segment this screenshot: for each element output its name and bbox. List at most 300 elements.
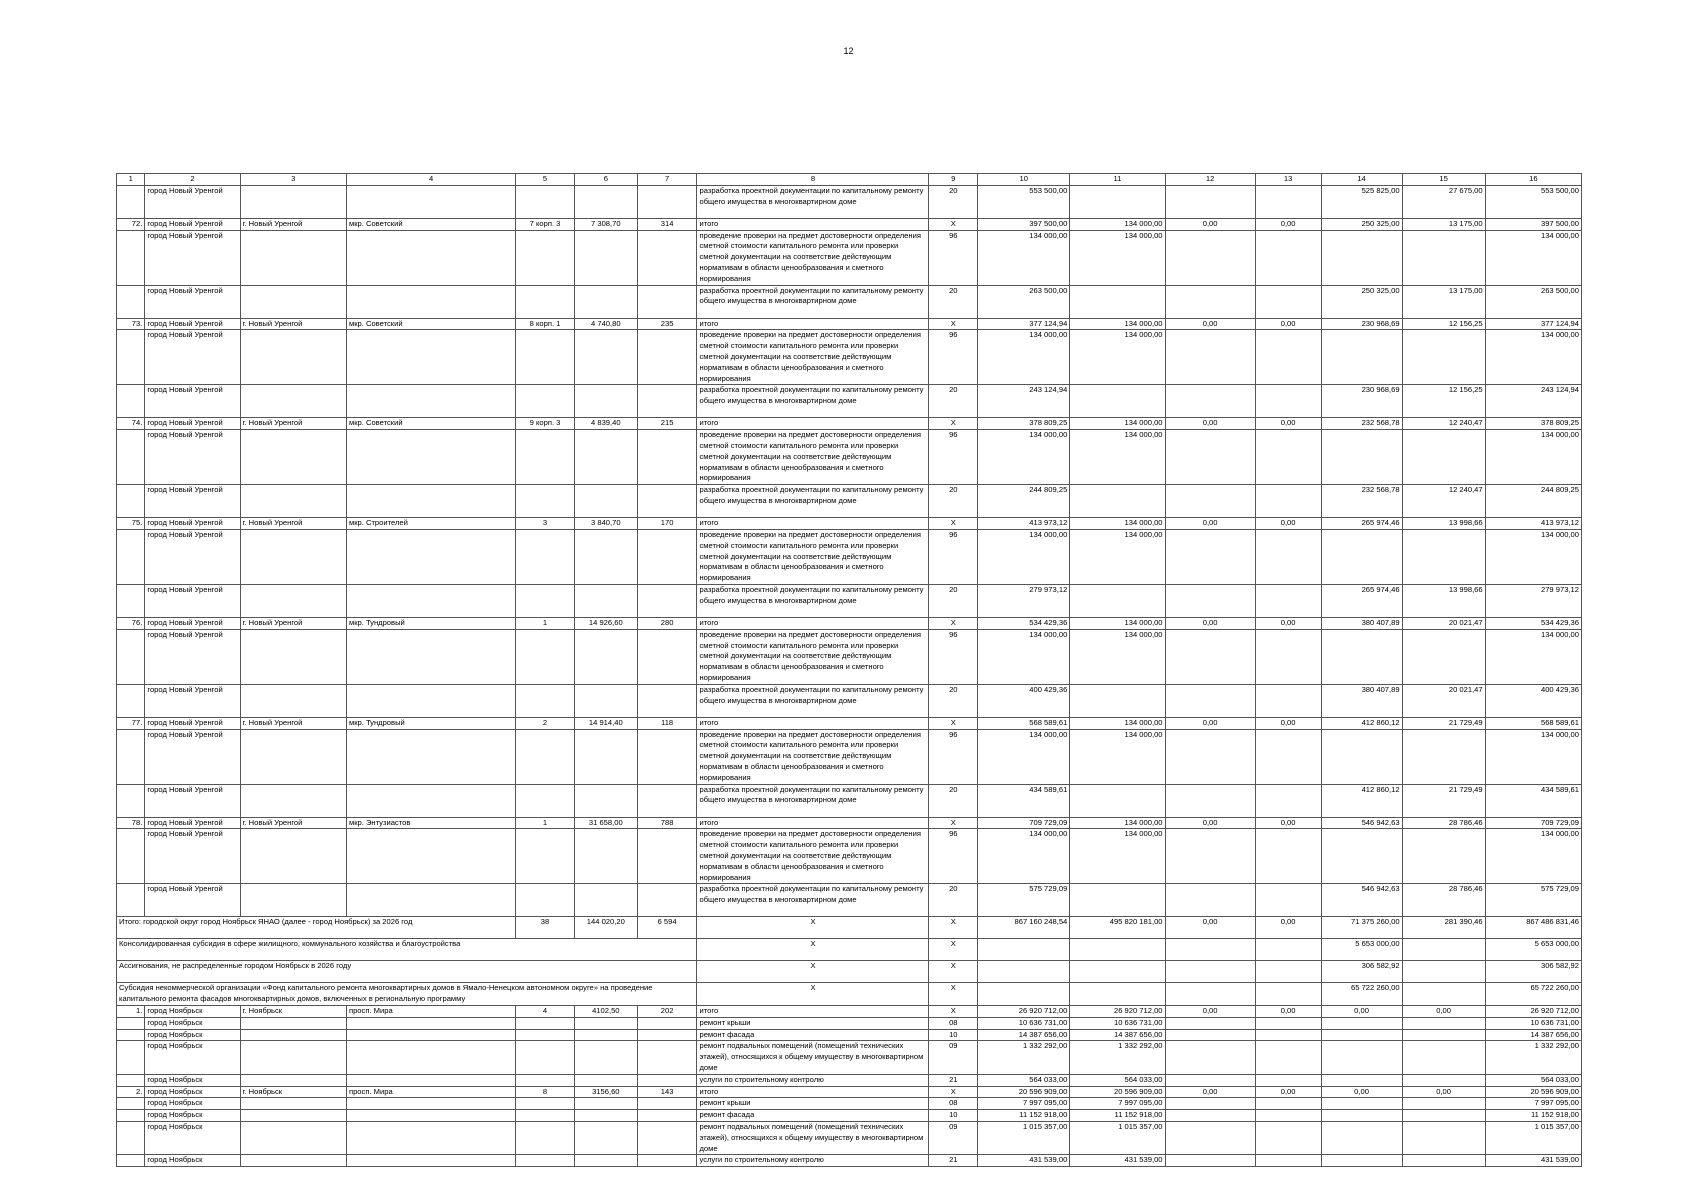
table-cell [1321, 230, 1402, 285]
table-cell: 65 722 260,00 [1485, 983, 1581, 1006]
table-cell: 170 [637, 518, 697, 530]
table-cell: г. Новый Уренгой [240, 617, 346, 629]
table-cell: итого [697, 218, 929, 230]
assignment-row [117, 961, 1582, 983]
table-cell [574, 629, 637, 684]
table-row [117, 385, 1582, 418]
subsidy-row [117, 939, 1582, 961]
table-cell: 134 000,00 [1070, 829, 1165, 884]
table-cell [1165, 983, 1255, 1006]
work-description: проведение проверки на предмет достоверности определения сметной стоимости капитального ремонта или проверки сметной документации на соответствие действующим нормативам в области ценообразования и сметного нормирования [697, 729, 929, 784]
table-cell [346, 485, 515, 518]
table-cell [1165, 330, 1255, 385]
table-cell: X [929, 817, 978, 829]
table-cell: 09 [929, 1041, 978, 1074]
table-cell: итого [697, 318, 929, 330]
table-row [117, 529, 1582, 584]
table-cell: город Новый Уренгой [145, 285, 240, 318]
table-cell [117, 285, 145, 318]
table-cell [1402, 729, 1485, 784]
table-cell: 0,00 [1402, 1005, 1485, 1017]
table-cell [346, 230, 515, 285]
table-cell: 13 175,00 [1402, 285, 1485, 318]
col-header: 13 [1255, 174, 1321, 186]
table-row [117, 1029, 1582, 1041]
work-description: разработка проектной документации по капитальному ремонту общего имущества в многоквартирном доме [697, 684, 929, 717]
table-cell [1321, 1121, 1402, 1154]
table-cell: 8 [516, 1086, 575, 1098]
table-cell: 0,00 [1255, 418, 1321, 430]
table-cell: 134 000,00 [1070, 729, 1165, 784]
table-cell: 0,00 [1255, 318, 1321, 330]
table-cell: 134 000,00 [978, 729, 1070, 784]
table-cell [516, 684, 575, 717]
table-cell: 7 корп. 3 [516, 218, 575, 230]
table-cell: X [929, 318, 978, 330]
table-cell: 96 [929, 529, 978, 584]
table-cell: 546 942,63 [1321, 817, 1402, 829]
table-cell [516, 584, 575, 617]
table-cell: 412 860,12 [1321, 717, 1402, 729]
table-cell [1402, 1121, 1485, 1154]
table-cell: 134 000,00 [1485, 729, 1581, 784]
table-cell: 134 000,00 [1070, 629, 1165, 684]
col-header: 9 [929, 174, 978, 186]
table-cell: 20 021,47 [1402, 617, 1485, 629]
table-cell: X [929, 418, 978, 430]
table-cell [1070, 285, 1165, 318]
table-cell [1165, 1041, 1255, 1074]
table-cell [516, 430, 575, 485]
col-header: 3 [240, 174, 346, 186]
table-cell: 134 000,00 [1070, 330, 1165, 385]
table-cell [1255, 939, 1321, 961]
table-cell [1165, 185, 1255, 218]
table-row [117, 318, 1582, 330]
col-header: 4 [346, 174, 515, 186]
table-cell: 134 000,00 [978, 629, 1070, 684]
table-cell: 0,00 [1255, 218, 1321, 230]
table-cell [240, 1110, 346, 1122]
table-cell: 134 000,00 [1070, 518, 1165, 530]
table-cell: 525 825,00 [1321, 185, 1402, 218]
table-row [117, 829, 1582, 884]
table-cell: 134 000,00 [978, 529, 1070, 584]
table-cell [574, 330, 637, 385]
table-cell: г. Новый Уренгой [240, 318, 346, 330]
table-row [117, 185, 1582, 218]
table-cell [516, 1029, 575, 1041]
work-description: разработка проектной документации по капитальному ремонту общего имущества в многоквартирном доме [697, 385, 929, 418]
table-cell [1070, 784, 1165, 817]
table-cell: 26 920 712,00 [1070, 1005, 1165, 1017]
table-cell: 709 729,09 [978, 817, 1070, 829]
table-cell [240, 285, 346, 318]
table-cell [637, 1110, 697, 1122]
table-cell: 27 675,00 [1402, 185, 1485, 218]
table-cell: город Новый Уренгой [145, 529, 240, 584]
table-cell: 1 332 292,00 [1485, 1041, 1581, 1074]
table-cell: 08 [929, 1017, 978, 1029]
table-cell [117, 1029, 145, 1041]
table-cell: 28 786,46 [1402, 817, 1485, 829]
table-cell [1321, 1029, 1402, 1041]
table-cell [1255, 1029, 1321, 1041]
table-cell: 0,00 [1165, 717, 1255, 729]
table-cell [978, 939, 1070, 961]
table-cell [1402, 529, 1485, 584]
table-cell: город Ноябрьск [145, 1017, 240, 1029]
table-cell: 0,00 [1255, 1005, 1321, 1017]
table-cell [516, 330, 575, 385]
table-cell [637, 584, 697, 617]
table-cell: услуги по строительному контролю [697, 1074, 929, 1086]
table-cell [637, 1017, 697, 1029]
table-cell [346, 684, 515, 717]
table-cell [346, 1098, 515, 1110]
table-cell: 1 [516, 617, 575, 629]
table-cell: ремонт фасада [697, 1110, 929, 1122]
table-cell: 10 636 731,00 [978, 1017, 1070, 1029]
table-cell [574, 1029, 637, 1041]
table-cell: 13 998,66 [1402, 518, 1485, 530]
table-row [117, 418, 1582, 430]
table-cell: 20 [929, 584, 978, 617]
table-row [117, 218, 1582, 230]
table-cell: 2 [516, 717, 575, 729]
table-cell [1255, 430, 1321, 485]
table-cell [117, 230, 145, 285]
table-cell: город Новый Уренгой [145, 185, 240, 218]
table-cell: 4 740,80 [574, 318, 637, 330]
table-cell [1165, 529, 1255, 584]
table-cell [346, 385, 515, 418]
table-cell: 20 [929, 385, 978, 418]
table-cell [516, 230, 575, 285]
table-cell [516, 185, 575, 218]
table-cell [1165, 1110, 1255, 1122]
table-cell [346, 1110, 515, 1122]
table-cell: город Ноябрьск [145, 1074, 240, 1086]
table-cell [1402, 1098, 1485, 1110]
work-description: разработка проектной документации по капитальному ремонту общего имущества в многоквартирном доме [697, 185, 929, 218]
row-number: 75. [117, 518, 145, 530]
table-cell [240, 485, 346, 518]
table-cell [117, 829, 145, 884]
table-cell: 0,00 [1165, 1086, 1255, 1098]
table-cell: город Новый Уренгой [145, 629, 240, 684]
table-cell: ремонт крыши [697, 1017, 929, 1029]
table-cell [1255, 983, 1321, 1006]
table-cell [117, 684, 145, 717]
table-cell [240, 784, 346, 817]
table-cell [1321, 1155, 1402, 1167]
table-cell [346, 1155, 515, 1167]
table-cell: 232 568,78 [1321, 485, 1402, 518]
table-cell [637, 1098, 697, 1110]
table-cell: X [697, 983, 929, 1006]
table-cell [1402, 330, 1485, 385]
table-cell: 96 [929, 330, 978, 385]
table-cell: 134 000,00 [1070, 717, 1165, 729]
table-cell [637, 485, 697, 518]
table-cell [1255, 330, 1321, 385]
table-cell [346, 884, 515, 917]
fund-subsidy-label: Субсидия некоммерческой организации «Фонд капитального ремонта многоквартирных домов в Ямало-Ненецком автономном округе» на проведение капитального ремонта фасадов многоквартирных домов, включенных в региональную программу [117, 983, 697, 1006]
table-cell [1321, 1098, 1402, 1110]
work-description: проведение проверки на предмет достоверности определения сметной стоимости капитального ремонта или проверки сметной документации на соответствие действующим нормативам в области ценообразования и сметного нормирования [697, 230, 929, 285]
table-cell [1255, 485, 1321, 518]
street: мкр. Энтузиастов [346, 817, 515, 829]
table-cell [1165, 285, 1255, 318]
table-cell: итого [697, 1005, 929, 1017]
table-cell [574, 829, 637, 884]
table-cell [574, 1110, 637, 1122]
table-cell: 265 974,46 [1321, 584, 1402, 617]
table-row [117, 884, 1582, 917]
table-cell [346, 629, 515, 684]
table-cell: город Новый Уренгой [145, 330, 240, 385]
table-cell: город Ноябрьск [145, 1029, 240, 1041]
row-number: 78. [117, 817, 145, 829]
col-header: 12 [1165, 174, 1255, 186]
table-cell: 96 [929, 230, 978, 285]
table-cell [346, 1017, 515, 1029]
table-cell [346, 1121, 515, 1154]
table-cell [346, 1041, 515, 1074]
table-cell [346, 185, 515, 218]
table-cell [1255, 961, 1321, 983]
table-cell: 134 000,00 [1485, 330, 1581, 385]
table-cell [1070, 961, 1165, 983]
table-cell: город Ноябрьск [145, 1041, 240, 1074]
table-cell: 1 332 292,00 [978, 1041, 1070, 1074]
table-cell: X [697, 961, 929, 983]
table-cell: ремонт фасада [697, 1029, 929, 1041]
table-cell: 413 973,12 [978, 518, 1070, 530]
table-cell: 26 920 712,00 [1485, 1005, 1581, 1017]
table-cell: итого [697, 617, 929, 629]
table-cell: 568 589,61 [978, 717, 1070, 729]
table-cell: 431 539,00 [1485, 1155, 1581, 1167]
table-cell [240, 385, 346, 418]
table-cell [240, 430, 346, 485]
table-row [117, 784, 1582, 817]
table-cell [1070, 983, 1165, 1006]
table-cell [346, 285, 515, 318]
table-cell: 380 407,89 [1321, 684, 1402, 717]
table-cell [1165, 684, 1255, 717]
table-cell: город Новый Уренгой [145, 717, 240, 729]
work-description: разработка проектной документации по капитальному ремонту общего имущества в многоквартирном доме [697, 285, 929, 318]
table-cell: 134 000,00 [978, 330, 1070, 385]
table-cell [1402, 1029, 1485, 1041]
table-cell: 134 000,00 [1485, 529, 1581, 584]
table-row [117, 1041, 1582, 1074]
table-cell [574, 529, 637, 584]
table-cell: 20 [929, 884, 978, 917]
table-cell [516, 1121, 575, 1154]
col-header: 8 [697, 174, 929, 186]
table-cell: город Новый Уренгой [145, 729, 240, 784]
table-cell: 1 015 357,00 [1485, 1121, 1581, 1154]
summary-row [117, 917, 1582, 939]
table-cell: город Ноябрьск [145, 1005, 240, 1017]
table-cell [1402, 430, 1485, 485]
table-cell: итого [697, 1086, 929, 1098]
table-cell: 0,00 [1165, 518, 1255, 530]
table-row [117, 330, 1582, 385]
table-cell [1070, 185, 1165, 218]
table-cell [240, 1017, 346, 1029]
table-cell: 12 156,25 [1402, 318, 1485, 330]
table-cell [516, 829, 575, 884]
table-cell: 21 [929, 1155, 978, 1167]
table-cell: 8 корп. 1 [516, 318, 575, 330]
table-cell [1255, 285, 1321, 318]
table-cell [1165, 430, 1255, 485]
table-cell: 0,00 [1165, 917, 1255, 939]
table-cell: 230 968,69 [1321, 385, 1402, 418]
table-cell [1402, 1017, 1485, 1029]
table-cell [1255, 784, 1321, 817]
table-cell: 377 124,94 [978, 318, 1070, 330]
table-cell: X [929, 1005, 978, 1017]
table-cell [117, 1074, 145, 1086]
table-cell [117, 729, 145, 784]
table-cell [1321, 829, 1402, 884]
col-header: 10 [978, 174, 1070, 186]
table-cell: 0,00 [1165, 1005, 1255, 1017]
table-cell [516, 784, 575, 817]
table-cell [1402, 939, 1485, 961]
table-cell [117, 1017, 145, 1029]
work-description: проведение проверки на предмет достоверности определения сметной стоимости капитального ремонта или проверки сметной документации на соответствие действующим нормативам в области ценообразования и сметного нормирования [697, 829, 929, 884]
table-cell: 553 500,00 [1485, 185, 1581, 218]
table-cell: 26 920 712,00 [978, 1005, 1070, 1017]
table-cell: 232 568,78 [1321, 418, 1402, 430]
table-cell: г. Ноябрьск [240, 1005, 346, 1017]
table-cell [240, 230, 346, 285]
table-cell: 575 729,09 [978, 884, 1070, 917]
table-cell [1165, 729, 1255, 784]
col-header: 7 [637, 174, 697, 186]
table-cell [574, 1017, 637, 1029]
table-cell: 263 500,00 [978, 285, 1070, 318]
table-cell: 0,00 [1255, 1086, 1321, 1098]
work-description: разработка проектной документации по капитальному ремонту общего имущества в многоквартирном доме [697, 884, 929, 917]
table-cell: 96 [929, 829, 978, 884]
table-row [117, 1074, 1582, 1086]
table-cell: 0,00 [1255, 717, 1321, 729]
table-cell: 6 594 [637, 917, 697, 939]
table-cell: город Ноябрьск [145, 1110, 240, 1122]
work-description: ремонт подвальных помещений (помещений технических этажей), относящихся к общему имуществу в многоквартирном доме [697, 1121, 929, 1154]
table-cell: 134 000,00 [1070, 230, 1165, 285]
table-cell [1255, 684, 1321, 717]
table-cell [1402, 1041, 1485, 1074]
col-header: 6 [574, 174, 637, 186]
table-row [117, 1121, 1582, 1154]
table-cell [240, 330, 346, 385]
table-cell: 265 974,46 [1321, 518, 1402, 530]
table-cell [1255, 1041, 1321, 1074]
table-cell [1255, 185, 1321, 218]
row-number: 1. [117, 1005, 145, 1017]
table-cell [117, 529, 145, 584]
table-cell [117, 1155, 145, 1167]
table-cell [240, 1041, 346, 1074]
table-cell: 495 820 181,00 [1070, 917, 1165, 939]
table-cell: 4 839,40 [574, 418, 637, 430]
table-cell: город Новый Уренгой [145, 485, 240, 518]
table-cell: 20 [929, 784, 978, 817]
table-cell [1255, 1017, 1321, 1029]
table-cell: 12 240,47 [1402, 418, 1485, 430]
table-cell [637, 385, 697, 418]
summary-label: Итого: городской округ город Ноябрьск ЯНАО (далее - город Ноябрьск) за 2026 год [117, 917, 516, 939]
table-cell [1070, 385, 1165, 418]
table-cell [516, 385, 575, 418]
table-cell [117, 784, 145, 817]
table-cell: 20 [929, 684, 978, 717]
table-cell [637, 185, 697, 218]
table-row [117, 518, 1582, 530]
table-cell: 0,00 [1165, 617, 1255, 629]
table-cell [637, 729, 697, 784]
table-cell [117, 330, 145, 385]
table-cell: город Новый Уренгой [145, 829, 240, 884]
table-cell [516, 1074, 575, 1086]
table-cell: город Новый Уренгой [145, 684, 240, 717]
table-cell: 400 429,36 [978, 684, 1070, 717]
table-cell: 7 997 095,00 [1070, 1098, 1165, 1110]
table-row [117, 1017, 1582, 1029]
table-cell: город Новый Уренгой [145, 430, 240, 485]
table-cell [240, 1121, 346, 1154]
work-description: проведение проверки на предмет достоверности определения сметной стоимости капитального ремонта или проверки сметной документации на соответствие действующим нормативам в области ценообразования и сметного нормирования [697, 629, 929, 684]
table-cell: 134 000,00 [1070, 318, 1165, 330]
row-number: 2. [117, 1086, 145, 1098]
table-cell: 281 390,46 [1402, 917, 1485, 939]
table-cell [516, 285, 575, 318]
table-cell: город Ноябрьск [145, 1121, 240, 1154]
table-cell [574, 584, 637, 617]
table-cell: 534 429,36 [978, 617, 1070, 629]
table-cell: 0,00 [1165, 817, 1255, 829]
table-cell [1255, 529, 1321, 584]
table-cell [637, 529, 697, 584]
table-cell [637, 230, 697, 285]
table-cell: город Новый Уренгой [145, 817, 240, 829]
table-cell: 134 000,00 [1485, 430, 1581, 485]
table-cell: X [697, 917, 929, 939]
table-cell: 279 973,12 [978, 584, 1070, 617]
table-cell [1402, 230, 1485, 285]
table-cell: 65 722 260,00 [1321, 983, 1402, 1006]
table-cell [978, 983, 1070, 1006]
table-cell: 0,00 [1255, 817, 1321, 829]
table-cell [516, 485, 575, 518]
table-cell [240, 1155, 346, 1167]
table-cell [1402, 961, 1485, 983]
table-cell: 28 786,46 [1402, 884, 1485, 917]
table-cell: X [929, 617, 978, 629]
table-cell [574, 385, 637, 418]
table-cell [1255, 729, 1321, 784]
table-cell: 534 429,36 [1485, 617, 1581, 629]
table-cell [240, 1074, 346, 1086]
